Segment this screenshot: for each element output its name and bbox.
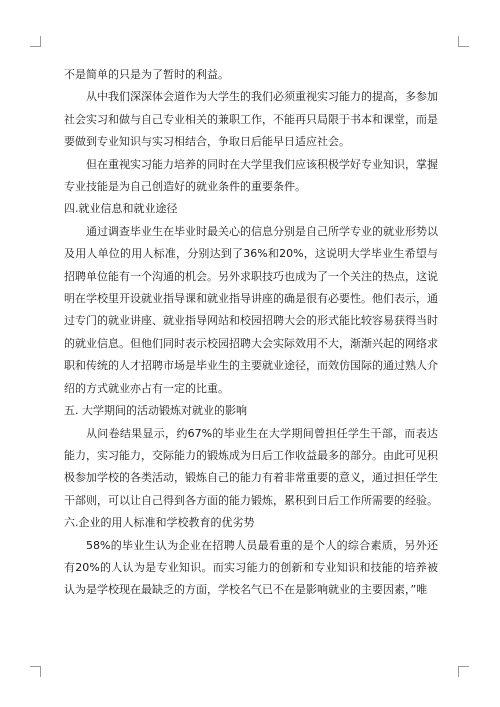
paragraph-hiring-standards: 58%的毕业生认为企业在招聘人员最看重的是个人的综合素质，另外还有20%的人认为是专业知识。而实习能力的创新和专业知识和技能的培养被认为是学校现在最缺乏的方面，学校名气已不在是影响就业的主要因素，”唯 xyxy=(64,538,438,597)
section-heading-5: 五. 大学期间的活动锻炼对就业的影响 xyxy=(64,404,247,418)
crop-mark-top-left xyxy=(30,36,41,47)
crop-mark-top-right xyxy=(458,36,469,47)
section-heading-6: 六.企业的用人标准和学校教育的优劣势 xyxy=(64,516,255,530)
paragraph-professional-knowledge: 但在重视实习能力培养的同时在大学里我们应该积极学好专业知识，掌握专业技能是为自己创造好的就业条件的重要条件。 xyxy=(64,157,438,194)
paragraph-activities: 从问卷结果显示，约67%的毕业生在大学期间曾担任学生干部，而表达能力，实习能力，交际能力的锻炼成为日后工作收益最多的部分。由此可见积极参加学校的各类活动，锻炼自己的能力有着非常重要的意义，通过担任学生干部则，可以让自己得到各方面的能力锻炼，累积到日后工作所需要的经验。 xyxy=(64,426,438,507)
crop-mark-bottom-left xyxy=(30,666,41,677)
crop-mark-bottom-right xyxy=(458,666,469,677)
paragraph-employment-info: 通过调查毕业生在毕业时最关心的信息分别是自己所学专业的就业形势以及用人单位的用人标准，分别达到了36%和20%，这说明大学毕业生希望与招聘单位能有一个沟通的机会。另外求职技巧也成为了一个关注的热点，这说明在学校里开设就业指导课和就业指导讲座的确是很有必要性。他们表示，通过专门的就业讲座、就业指导网站和校园招聘大会的形式能比较容易获得当时的就业信息。但他们同时表示校园招聘大会实际效用不大，渐渐兴起的网络求职和传统的人才招聘市场是毕业生的主要就业途径，而效仿国际的通过熟人介绍的方式就业亦占有一定的比重。 xyxy=(64,224,438,395)
paragraph-continuation: 不是简单的只是为了暂时的利益。 xyxy=(64,68,229,81)
section-heading-4: 四.就业信息和就业途径 xyxy=(64,202,178,216)
paragraph-practice-ability: 从中我们深深体会道作为大学生的我们必须重视实习能力的提高，多参加社会实习和做与自己专业相关的兼职工作，不能再只局限于书本和课堂，而是要做到专业知识与实习相结合，争取日后能早日适应社会。 xyxy=(64,90,438,149)
document-body xyxy=(64,64,438,602)
